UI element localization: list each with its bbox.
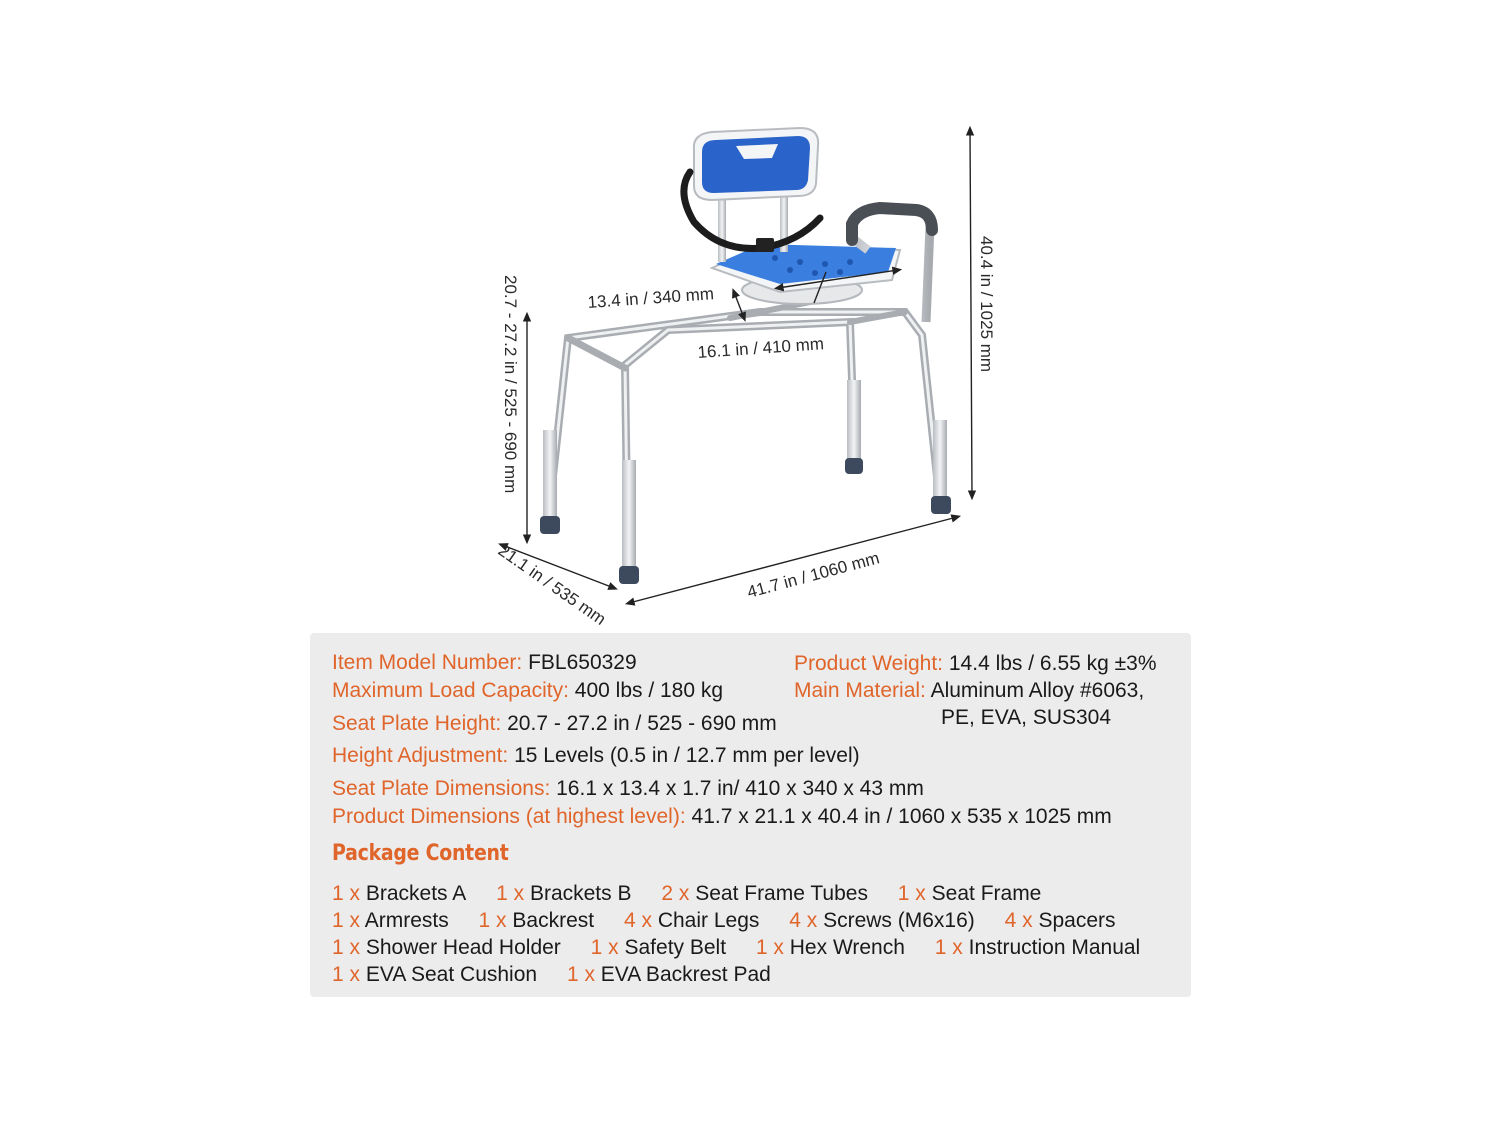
package-item: 4 x Spacers: [1004, 909, 1116, 932]
package-row: [332, 909, 1116, 933]
package-item: 1 x EVA Seat Cushion: [332, 963, 538, 986]
package-content-title: Package Content: [332, 841, 509, 866]
leg-extensions: [543, 380, 947, 570]
package-item: 4 x Chair Legs: [623, 909, 760, 932]
product-dimensions-value: 41.7 x 21.1 x 40.4 in / 1060 x 535 x 1025 mm: [691, 805, 1112, 828]
seat-plate-height-label: Seat Plate Height:: [332, 712, 502, 735]
seat-plate-height: [332, 712, 777, 736]
package-row: [332, 882, 1041, 906]
main-material-value-2: PE, EVA, SUS304: [941, 706, 1112, 729]
package-item: 1 x Brackets B: [496, 882, 632, 905]
product-weight-label: Product Weight:: [794, 652, 944, 675]
package-item: 1 x Safety Belt: [590, 936, 727, 959]
specs-panel: [310, 633, 1191, 997]
product-dimensions-label: Product Dimensions (at highest level):: [332, 805, 686, 828]
seat-plate-dimensions: [332, 777, 924, 801]
product-weight: [794, 652, 1157, 676]
seat-plate-dimensions-label: Seat Plate Dimensions:: [332, 777, 551, 800]
main-material-value: Aluminum Alloy #6063,: [930, 679, 1145, 702]
rubber-feet: [540, 458, 951, 584]
package-item: 1 x Hex Wrench: [755, 936, 905, 959]
package-item: 2 x Seat Frame Tubes: [661, 882, 868, 905]
load-capacity-label: Maximum Load Capacity:: [332, 679, 569, 702]
seat-width-label: 16.1 in / 410 mm: [696, 334, 825, 362]
package-row: [332, 936, 1140, 960]
main-material-label: Main Material:: [794, 679, 926, 702]
main-material-continued: [941, 706, 1111, 730]
model-number: [332, 651, 637, 675]
total-height-label: 40.4 in / 1025 mm: [977, 236, 996, 373]
depth-label: 21.1 in / 535 mm: [494, 540, 610, 629]
model-number-label: Item Model Number:: [332, 651, 523, 674]
package-item: 1 x Brackets A: [332, 882, 467, 905]
main-material: [794, 679, 1144, 703]
package-item: 1 x Instruction Manual: [934, 936, 1141, 959]
length-label: 41.7 in / 1060 mm: [745, 548, 882, 602]
load-capacity: [332, 679, 723, 703]
model-number-value: FBL650329: [528, 651, 637, 674]
seat-depth-label: 13.4 in / 340 mm: [586, 284, 715, 312]
package-item: 1 x Backrest: [478, 909, 595, 932]
package-item: 1 x Armrests: [332, 909, 449, 932]
package-item: 1 x Shower Head Holder: [332, 936, 561, 959]
height-adjustment-value: 15 Levels (0.5 in / 12.7 mm per level): [514, 744, 860, 767]
seat: [712, 244, 900, 292]
load-capacity-value: 400 lbs / 180 kg: [574, 679, 724, 702]
height-adjustment: [332, 744, 860, 768]
seat-plate-dimensions-value: 16.1 x 13.4 x 1.7 in/ 410 x 340 x 43 mm: [556, 777, 924, 800]
package-item: 1 x Seat Frame: [897, 882, 1042, 905]
package-item: 4 x Screws (M6x16): [789, 909, 975, 932]
height-adjustment-label: Height Adjustment:: [332, 744, 509, 767]
package-item: 1 x EVA Backrest Pad: [566, 963, 771, 986]
seat-plate-height-value: 20.7 - 27.2 in / 525 - 690 mm: [507, 712, 777, 735]
product-weight-value: 14.4 lbs / 6.55 kg ±3%: [948, 652, 1157, 675]
product-dimensions: [332, 805, 1112, 829]
seat-height-label: 20.7 - 27.2 in / 525 - 690 mm: [501, 275, 520, 494]
dimension-lines: [502, 130, 972, 603]
package-row: [332, 963, 771, 987]
